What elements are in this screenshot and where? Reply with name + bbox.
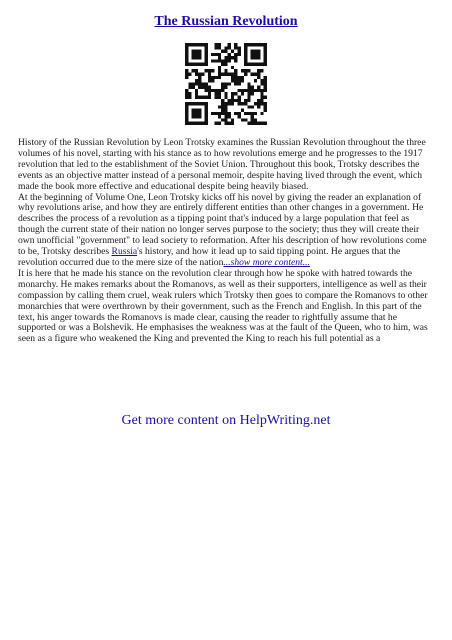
qr-code-graphic xyxy=(185,43,267,125)
paragraph-2-text-b: 's history, and how it lead up to said tipping point. He argues that the revolution occurred due to the mere size of the nation xyxy=(18,246,401,268)
paragraph-2 xyxy=(18,193,434,269)
paragraph-1: History of the Russian Revolution by Leon Trotsky examines the Russian Revolution throughout the three volumes of his novel, starting with his stance as to how revolutions emerge and he progresses to the 1917 revolution that led to the establishment of the Soviet Union. Throughout this book, Trotsky describes the events as an objective matter instead of a personal memoir, despite having lived through the event, which made the book more effective and educational despite being heavily biased. xyxy=(18,137,426,192)
paragraph-3: It is here that he made his stance on the revolution clear through how he spoke with hatred towards the monarchy. He makes remarks about the Romanovs, as well as their supporters, intelligence as well as their compassion by calling them cruel, weak rulers which Trotsky then goes to compare the Romanovs to other monarchies that were overthrown by their government, such as the French and English. In this part of the text, his anger towards the Romanovs is made clear, causing the reader to rightfully assume that he supported or was a Bolshevik. He emphasises the weakness was at the fault of the Queen, who to him, was seen as a figure who weakened the King and prevented the King to reach his full potential as a xyxy=(18,267,428,345)
show-more-link[interactable]: ...show more content... xyxy=(223,256,310,268)
document-body xyxy=(18,138,434,345)
russia-link[interactable]: Russia xyxy=(111,246,138,258)
qr-code xyxy=(185,43,267,125)
paragraph-2-text-a: At the beginning of Volume One, Leon Trotsky kicks off his novel by giving the reader an explanation of why revolutions arise, and how they are entirely different entities than other changes in a government. He describes the process of a revolution as a tipping point that's induced by a large population that feel as though the current state of their nation no longer serves purpose to the society; thus they will create their own unofficial "government" to lead society to reformation. After his description of how revolutions come to be, Trotsky describes xyxy=(18,191,427,258)
document-title-link[interactable]: The Russian Revolution xyxy=(154,14,298,29)
footer-link[interactable]: Get more content on HelpWriting.net xyxy=(121,413,331,428)
